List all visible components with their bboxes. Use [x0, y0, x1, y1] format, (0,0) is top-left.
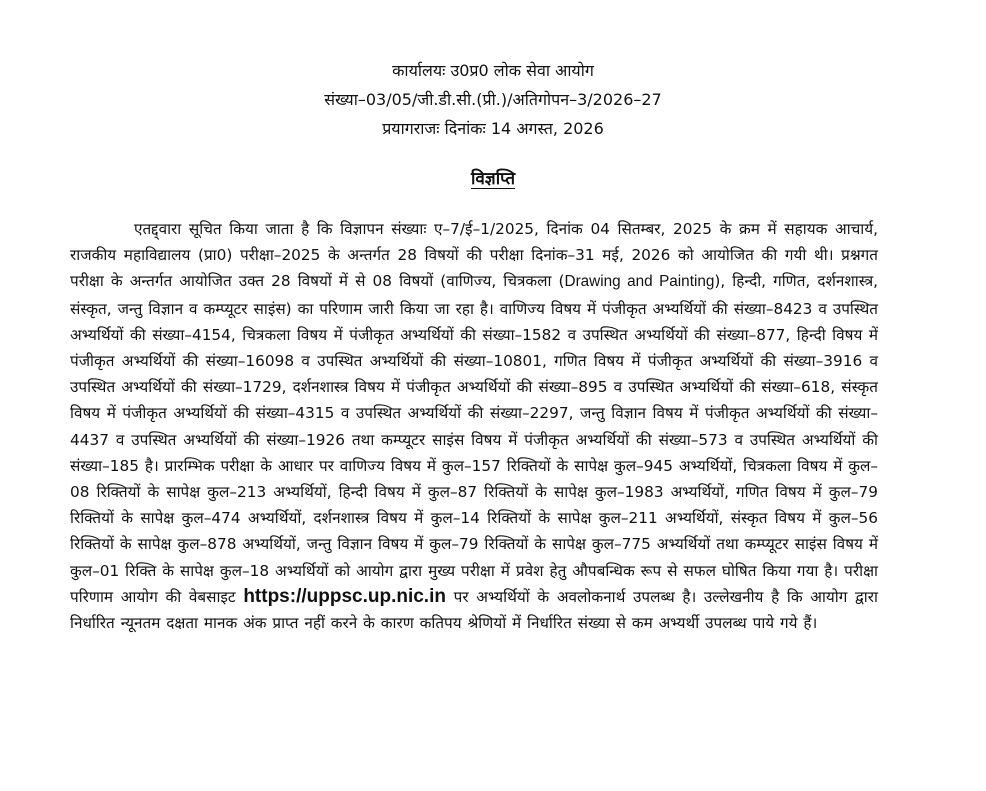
body-text-latin: Drawing and Painting	[564, 273, 715, 291]
notice-body	[70, 216, 878, 636]
notice-title-container	[0, 165, 986, 193]
notice-header	[0, 56, 986, 143]
website-link[interactable]: https://uppsc.up.nic.in	[243, 585, 446, 607]
body-text-part-2: ), हिन्दी, गणित, दर्शनशास्त्र, संस्कृत, जन्तु विज्ञान व कम्प्यूटर साइंस) का परिणाम जारी किया जा रहा है। वाणिज्य विषय में पंजीकृत अभ्यर्थियों की संख्या–8423 व उपस्थित अभ्यर्थियों की संख्या–4154, चित्रकला विषय में पंजीकृत अभ्यर्थियों की संख्या–1582 व उपस्थित अभ्यर्थियों की संख्या–877, हिन्दी विषय में पंजीकृत अभ्यर्थियों की संख्या–16098 व उपस्थित अभ्यर्थियों की संख्या–10801, गणित विषय में पंजीकृत अभ्यर्थियों की संख्या–3916 व उपस्थित अभ्यर्थियों की संख्या–1729, दर्शनशास्त्र विषय में पंजीकृत अभ्यर्थियों की संख्या–895 व उपस्थित अभ्यर्थियों की संख्या–618, संस्कृत विषय में पंजीकृत अभ्यर्थियों की संख्या–4315 व उपस्थित अभ्यर्थियों की संख्या–2297, जन्तु विज्ञान विषय में पंजीकृत अभ्यर्थियों की संख्या–4437 व उपस्थित अभ्यर्थियों की संख्या–1926 तथा कम्प्यूटर साइंस विषय में पंजीकृत अभ्यर्थियों की संख्या–573 व उपस्थित अभ्यर्थियों की संख्या–185 है। प्रारम्भिक परीक्षा के आधार पर वाणिज्य विषय में कुल–157 रिक्तियों के सापेक्ष कुल–945 अभ्यर्थियों, चित्रकला विषय में कुल–08 रिक्तियों के सापेक्ष कुल–213 अभ्यर्थियों, हिन्दी विषय में कुल–87 रिक्तियों के सापेक्ष कुल–1983 अभ्यर्थियों, गणित विषय में कुल–79 रिक्तियों के सापेक्ष कुल–474 अभ्यर्थियों, दर्शनशास्त्र विषय में कुल–14 रिक्तियों के सापेक्ष कुल–211 अभ्यर्थियों, संस्कृत विषय में कुल–56 रिक्तियों के सापेक्ष कुल–878 अभ्यर्थियों, जन्तु विज्ञान विषय में कुल–79 रिक्तियों के सापेक्ष कुल–775 अभ्यर्थियों तथा कम्प्यूटर साइंस विषय में कुल–01 रिक्ति के सापेक्ष कुल–18 अभ्यर्थियों को आयोग द्वारा मुख्य परीक्षा में प्रवेश हेतु औपबन्धिक रूप से सफल घोषित किया गया है। परीक्षा परिणाम आयोग की वेबसाइट	[70, 272, 879, 606]
office-name: कार्यालयः उ0प्र0 लोक सेवा आयोग	[392, 61, 594, 80]
reference-number: संख्या–03/05/जी.डी.सी.(प्री.)/अतिगोपन–3/2026–27	[324, 90, 662, 109]
notice-title: विज्ञप्ति	[470, 169, 516, 189]
place-and-date: प्रयागराजः दिनांकः 14 अगस्त, 2026	[382, 119, 604, 138]
body-text-part-3: पर अभ्यर्थियों के अवलोकनार्थ उपलब्ध है। उल्लेखनीय है कि आयोग द्वारा निर्धारित न्यूनतम दक्षता मानक अंक प्राप्त नहीं करने के कारण कतिपय श्रेणियों में निर्धारित संख्या से कम अभ्यर्थी उपलब्ध पाये गये हैं।	[70, 587, 878, 633]
body-text-part-1: एतद्द्वारा सूचित किया जाता है कि विज्ञापन संख्याः ए–7/ई–1/2025, दिनांक 04 सितम्बर, 2025 के क्रम में सहायक आचार्य, राजकीय महाविद्यालय (प्रा0) परीक्षा–2025 के अन्तर्गत 28 विषयों की परीक्षा दिनांक–31 मई, 2026 को आयोजित की गयी थी। प्रश्नगत परीक्षा के अन्तर्गत आयोजित उक्त 28 विषयों में से 08 विषयों (वाणिज्य, चित्रकला (	[70, 220, 878, 291]
